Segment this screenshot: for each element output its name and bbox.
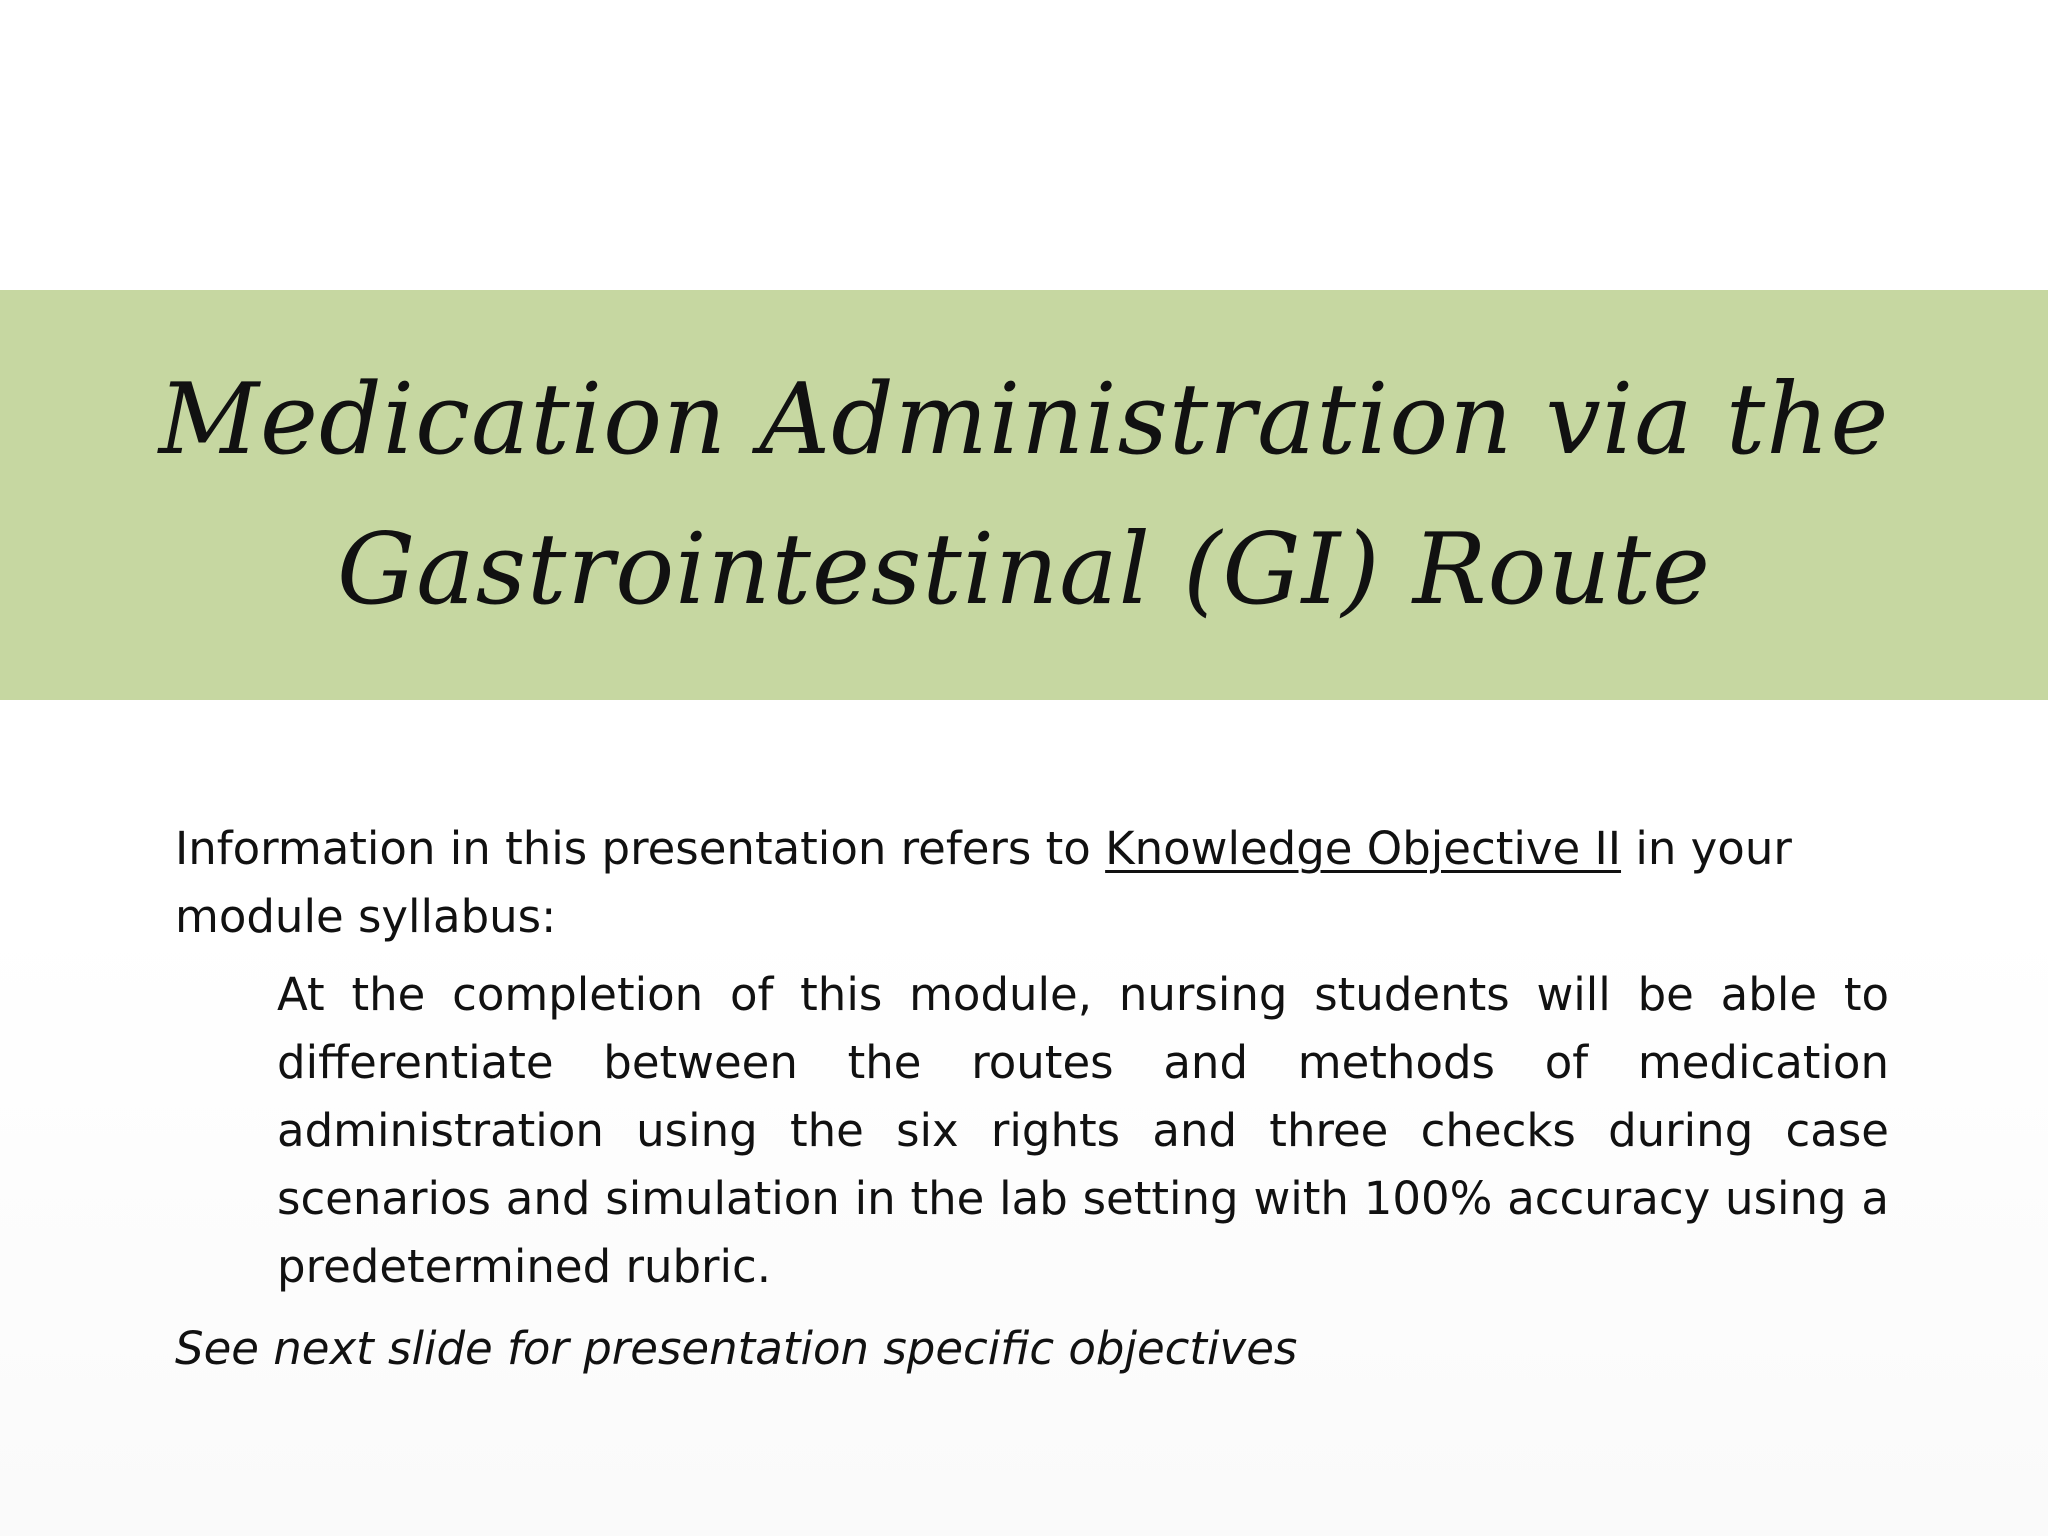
next-slide-note: See next slide for presentation specific objectives [175,1322,1298,1375]
title-band [0,290,2048,700]
title-line-2: Gastrointestinal (GI) Route [336,513,1712,627]
intro-paragraph [175,815,1895,951]
intro-text-after-link: in your module syllabus: [175,822,1792,943]
objective-paragraph: At the completion of this module, nursing students will be able to differentiate between the routes and methods of medication administration using the six rights and three checks during case scenarios and simulation in the lab setting with 100% accuracy using a predetermined rubric. [277,968,1889,1293]
slide-body [175,815,1895,1383]
knowledge-objective-link[interactable]: Knowledge Objective II [1105,822,1622,875]
slide-title [74,345,1974,645]
title-line-1: Medication Administration via the [158,363,1890,477]
intro-text-before-link: Information in this presentation refers to [175,822,1106,875]
